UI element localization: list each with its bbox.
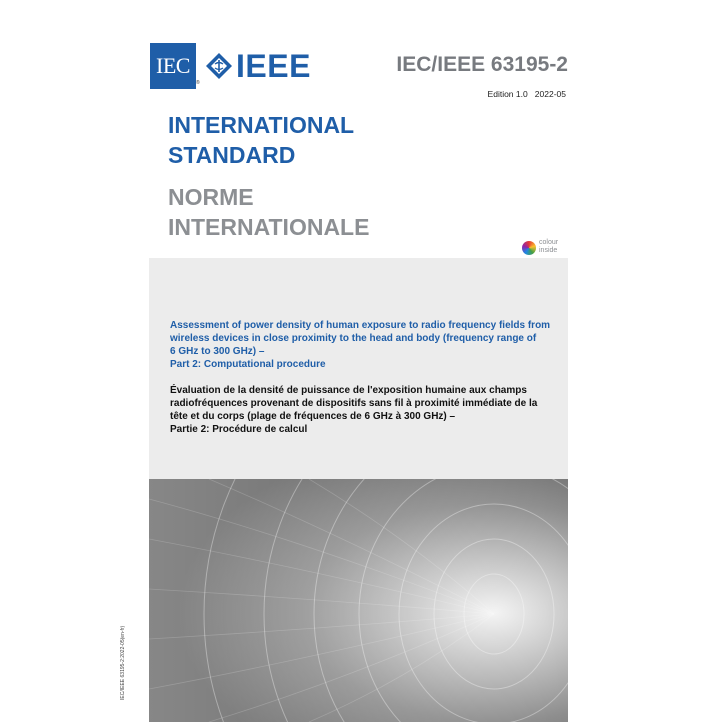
colour-wheel-icon <box>522 241 536 255</box>
description-panel <box>149 258 568 722</box>
cover-decorative-image <box>149 479 568 722</box>
title-french-line2: INTERNATIONALE <box>168 214 370 240</box>
desc-fr-line: Évaluation de la densité de puissance de l'exposition humaine aux champs <box>170 385 527 396</box>
standard-number: IEC/IEEE 63195-2 <box>396 53 568 76</box>
iec-registered-mark: ® <box>196 80 200 86</box>
iec-logo: IEC <box>150 43 196 89</box>
colour-inside-label <box>539 239 558 255</box>
colour-inside-badge <box>522 238 570 258</box>
description-french <box>170 384 560 436</box>
ieee-wordmark: IEEE <box>236 48 311 84</box>
desc-en-line: Part 2: Computational procedure <box>170 359 326 370</box>
desc-en-line: Assessment of power density of human exposure to radio frequency fields from <box>170 320 551 331</box>
title-english-line1: INTERNATIONAL <box>168 112 355 138</box>
title-french-line1: NORME <box>168 184 254 210</box>
side-document-code: IEC/IEEE 63195-2:2022-05(en-fr) <box>120 625 126 700</box>
desc-fr-line: Partie 2: Procédure de calcul <box>170 424 308 435</box>
desc-fr-line: radiofréquences provenant de dispositifs sans fil à proximité immédiate de la <box>170 398 538 409</box>
badge-line1: colour <box>539 239 559 246</box>
description-english <box>170 319 560 371</box>
edition-info: Edition 1.0 2022-05 <box>487 89 566 99</box>
desc-en-line: 6 GHz to 300 GHz) – <box>170 346 265 357</box>
title-english-line2: STANDARD <box>168 142 296 168</box>
ieee-diamond-icon <box>205 52 233 80</box>
desc-en-line: wireless devices in close proximity to the head and body (frequency range of <box>170 333 537 344</box>
desc-fr-line: tête et du corps (plage de fréquences de 6 GHz à 300 GHz) – <box>170 411 456 422</box>
badge-line2: inside <box>539 247 558 254</box>
